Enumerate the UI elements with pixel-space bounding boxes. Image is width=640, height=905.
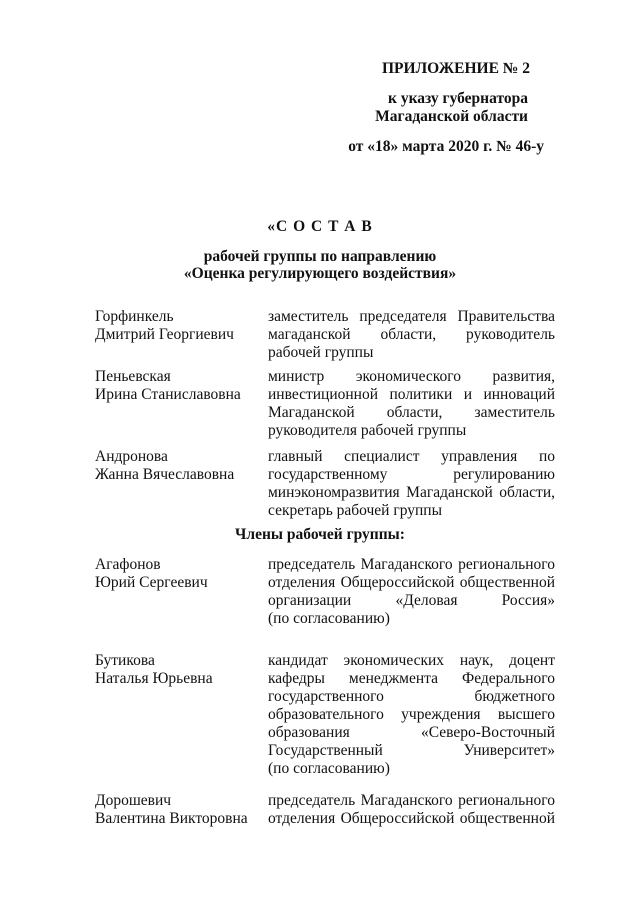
role-line: руководителя рабочей группы xyxy=(268,422,467,439)
role-line: минэкономразвития Магаданской области, xyxy=(268,484,555,501)
role-line: секретарь рабочей группы xyxy=(268,502,443,519)
document-title: «С О С Т А В xyxy=(267,218,373,235)
role-line: организации «Деловая Россия» xyxy=(268,592,555,609)
role-line: кафедры менеджмента Федерального xyxy=(268,670,555,687)
person-surname: Пеньевская xyxy=(95,368,171,385)
role-line: главный специалист управления по xyxy=(268,448,555,465)
appendix-number: ПРИЛОЖЕНИЕ № 2 xyxy=(382,60,530,77)
person-given-names: Валентина Викторовна xyxy=(95,810,248,827)
person-surname: Дорошевич xyxy=(95,792,172,809)
person-surname: Агафонов xyxy=(95,556,161,573)
role-line: Государственный Университет» xyxy=(268,742,555,759)
role-line: председатель Магаданского регионального xyxy=(268,556,555,573)
role-line: рабочей группы xyxy=(268,344,374,361)
role-line: отделения Общероссийской общественной xyxy=(268,810,555,827)
person-name xyxy=(95,556,270,592)
person-role xyxy=(268,652,555,778)
role-line: (по согласованию) xyxy=(268,610,390,627)
role-line: магаданской области, руководитель xyxy=(268,326,555,343)
person-name xyxy=(95,368,270,404)
person-name xyxy=(95,448,270,484)
person-given-names: Наталья Юрьевна xyxy=(95,670,213,687)
person-given-names: Жанна Вячеславовна xyxy=(95,466,235,483)
person-surname: Горфинкель xyxy=(95,308,174,325)
role-line: образования «Северо-Восточный xyxy=(268,724,555,741)
role-line: государственного бюджетного xyxy=(268,688,555,705)
person-name xyxy=(95,792,270,828)
role-line: образовательного учреждения высшего xyxy=(268,706,555,723)
role-line: Магаданской области, заместитель xyxy=(268,404,555,421)
person-given-names: Юрий Сергеевич xyxy=(95,574,208,591)
role-line: инвестиционной политики и инноваций xyxy=(268,386,555,403)
person-role xyxy=(268,368,555,440)
person-role xyxy=(268,792,555,828)
person-given-names: Ирина Станиславовна xyxy=(95,386,241,403)
title-line-2: «Оценка регулирующего воздействия» xyxy=(183,265,457,282)
title-line-1: рабочей группы по направлению xyxy=(203,248,437,265)
members-heading: Члены рабочей группы: xyxy=(235,526,405,543)
person-name xyxy=(95,308,270,344)
person-role xyxy=(268,308,555,362)
role-line: государственному регулированию xyxy=(268,466,555,483)
person-role xyxy=(268,448,555,520)
person-name xyxy=(95,652,270,688)
person-surname: Андронова xyxy=(95,448,168,465)
role-line: (по согласованию) xyxy=(268,760,390,777)
decree-region: Магаданской области xyxy=(375,108,528,125)
role-line: заместитель председателя Правительства xyxy=(268,308,555,325)
person-role xyxy=(268,556,555,628)
role-line: кандидат экономических наук, доцент xyxy=(268,652,555,669)
person-surname: Бутикова xyxy=(95,652,155,669)
role-line: председатель Магаданского регионального xyxy=(268,792,555,809)
role-line: министр экономического развития, xyxy=(268,368,555,385)
decree-reference: к указу губернатора xyxy=(388,90,528,107)
decree-date: от «18» марта 2020 г. № 46-у xyxy=(348,138,544,155)
person-given-names: Дмитрий Георгиевич xyxy=(95,326,234,343)
role-line: отделения Общероссийской общественной xyxy=(268,574,555,591)
